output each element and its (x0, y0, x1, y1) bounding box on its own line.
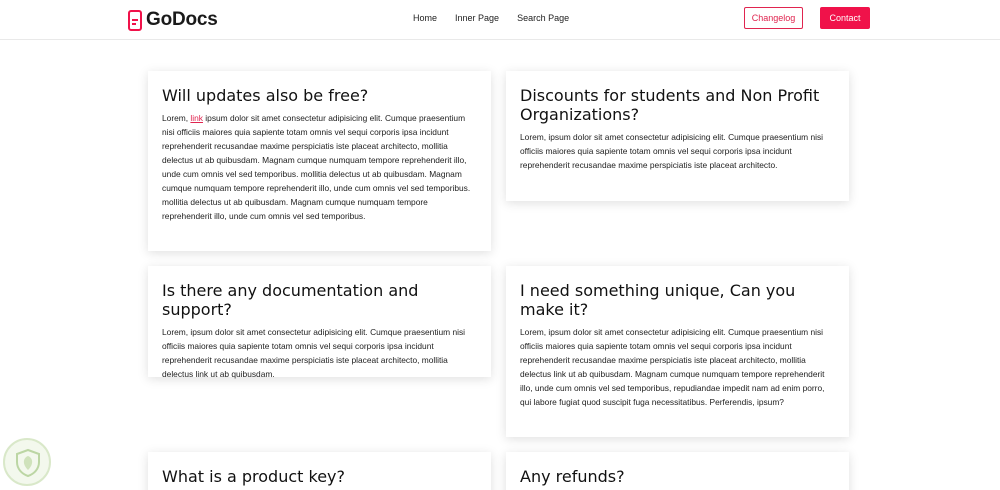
nav-inner-page[interactable]: Inner Page (455, 13, 500, 23)
faq-question: Discounts for students and Non Profit Organizations? (520, 86, 820, 124)
faq-answer-text: Lorem, (162, 113, 191, 123)
document-icon (128, 10, 142, 31)
faq-answer-text: ipsum dolor sit amet consectetur adipisicing elit. Cumque praesentium nisi officiis maiores quia sapiente totam omnis vel sequi corporis ipsa incidunt reprehenderit recusandae maxime perspiciatis iste placeat architecto, mollitia delectus ut ab quibusdam. Magnam cumque numquam tempore reprehenderit illo, unde cum omnis vel sed temporibus. mollitia delectus ut ab quibusdam. Magnam cumque numquam tempore reprehenderit illo, unde cum omnis vel sed temporibus. mollitia delectus ut ab quibusdam. Magnam cumque numquam tempore reprehenderit illo, unde cum omnis vel sed temporibus. (162, 113, 471, 221)
site-header (0, 0, 1000, 40)
nav-search-page[interactable]: Search Page (517, 13, 570, 23)
changelog-button[interactable]: Changelog (744, 7, 803, 29)
contact-button[interactable]: Contact (820, 7, 870, 29)
faq-card (148, 266, 491, 377)
logo-text: GoDocs (146, 9, 218, 30)
faq-card (506, 71, 849, 201)
faq-card (148, 71, 491, 251)
faq-question: What is a product key? (162, 467, 346, 486)
nav-home[interactable]: Home (413, 13, 438, 23)
main-nav (413, 13, 587, 23)
faq-answer-link[interactable]: link (190, 113, 203, 123)
faq-card (148, 452, 491, 490)
shield-leaf-icon (3, 438, 51, 486)
faq-answer: Lorem, ipsum dolor sit amet consectetur adipisicing elit. Cumque praesentium nisi officiis maiores quia sapiente totam omnis vel sequi corporis ipsa incidunt reprehenderit recusandae maxime perspiciatis iste placeat architecto, mollitia delectus link ut ab quibusdam. Magnam cumque numquam tempore reprehenderit illo, unde cum omnis vel sed temporibus, repudiandae impedit nam ad enim porro, qui labore fugiat quod suscipit fuga necessitatibus. Perferendis, ipsum? (520, 327, 825, 407)
logo[interactable] (128, 9, 218, 31)
faq-answer: Lorem, ipsum dolor sit amet consectetur adipisicing elit. Cumque praesentium nisi officiis maiores quia sapiente totam omnis vel sequi corporis ipsa incidunt reprehenderit recusandae maxime perspiciatis iste placeat architecto. (520, 132, 824, 170)
faq-question: Will updates also be free? (162, 86, 369, 105)
faq-card (506, 266, 849, 437)
faq-answer: Lorem, ipsum dolor sit amet consectetur adipisicing elit. Cumque praesentium nisi officiis maiores quia sapiente totam omnis vel sequi corporis ipsa incidunt reprehenderit recusandae maxime perspiciatis iste placeat architecto, mollitia delectus link ut ab quibusdam. (162, 327, 466, 379)
faq-answer (162, 111, 477, 223)
faq-question: I need something unique, Can you make it? (520, 281, 796, 319)
faq-card (506, 452, 849, 490)
faq-question: Any refunds? (520, 467, 625, 486)
faq-question: Is there any documentation and support? (162, 281, 419, 319)
